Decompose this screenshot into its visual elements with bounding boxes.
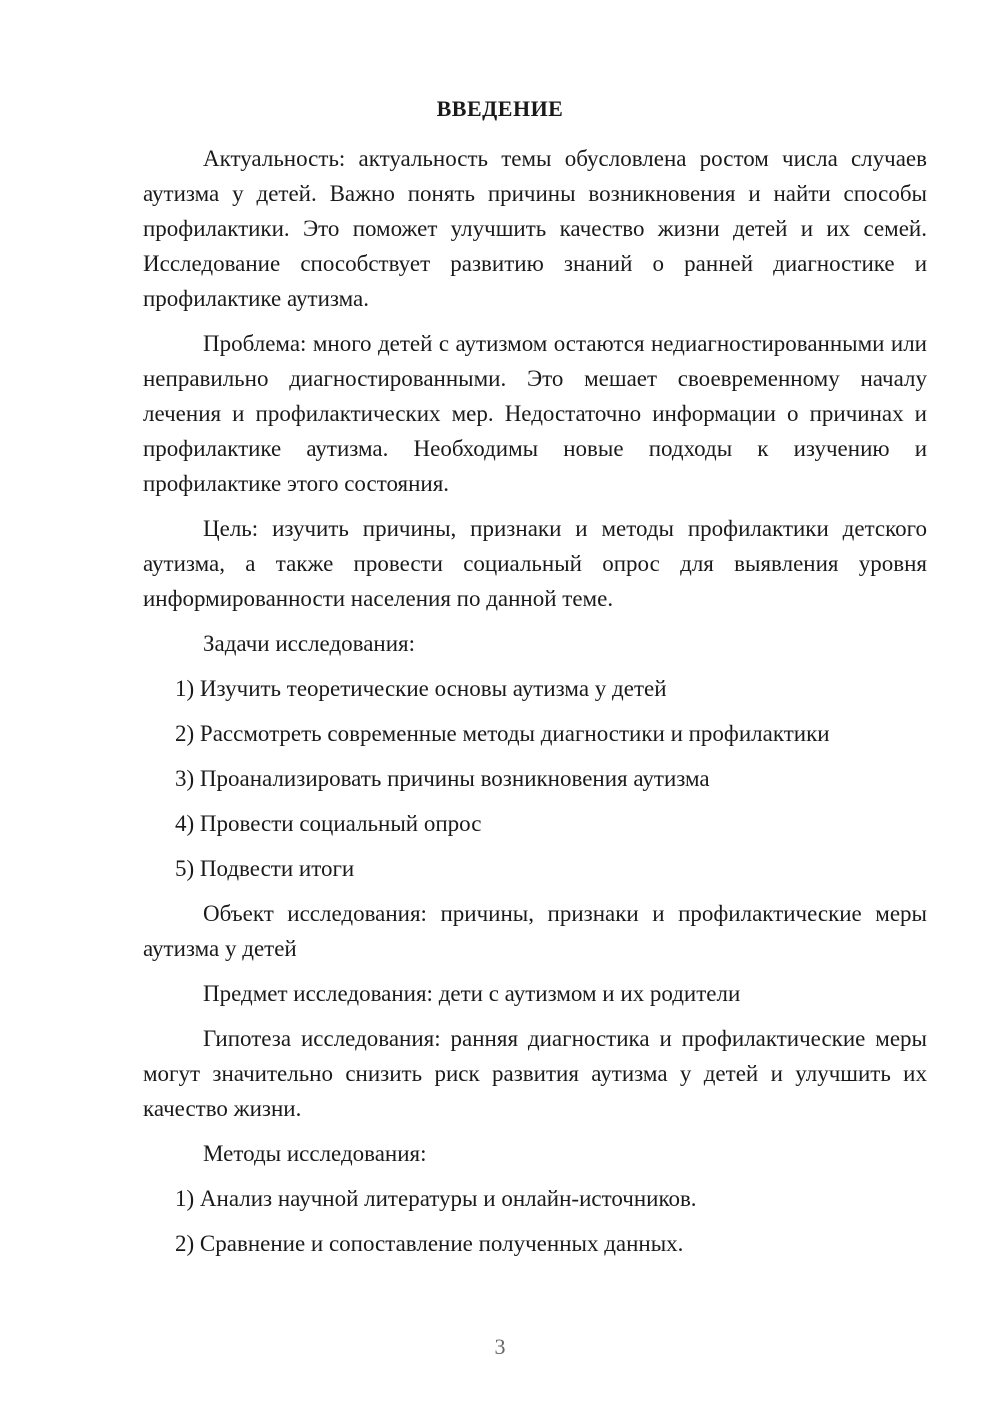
task-item: 4) Провести социальный опрос <box>175 811 482 836</box>
task-item: 2) Рассмотреть современные методы диагностики и профилактики <box>175 721 830 746</box>
subject-paragraph: Предмет исследования: дети с аутизмом и их родители <box>203 981 741 1006</box>
page-number: 3 <box>494 1334 506 1359</box>
task-item: 1) Изучить теоретические основы аутизма у детей <box>175 676 667 701</box>
object-paragraph: Объект исследования: причины, признаки и профилактические меры аутизма у детей <box>143 901 927 961</box>
relevance-paragraph: Актуальность: актуальность темы обусловлена ростом числа случаев аутизма у детей. Важно понять причины возникновения и найти способы профилактики. Это поможет улучшить качество жизни детей и их семей. Исследование способствует развитию знаний о ранней диагностике и профилактике аутизма. <box>143 146 927 311</box>
task-item: 5) Подвести итоги <box>175 856 355 881</box>
hypothesis-paragraph: Гипотеза исследования: ранняя диагностика и профилактические меры могут значительно снизить риск развития аутизма у детей и улучшить их качество жизни. <box>143 1026 927 1121</box>
method-item: 1) Анализ научной литературы и онлайн-источников. <box>175 1186 697 1211</box>
method-item: 2) Сравнение и сопоставление полученных данных. <box>175 1231 684 1256</box>
methods-heading: Методы исследования: <box>203 1141 427 1166</box>
page-title: ВВЕДЕНИЕ <box>436 96 564 121</box>
tasks-heading: Задачи исследования: <box>203 631 416 656</box>
problem-paragraph: Проблема: много детей с аутизмом остаются недиагностированными или неправильно диагностированными. Это мешает своевременному началу лечения и профилактических мер. Недостаточно информации о причинах и профилактике аутизма. Необходимы новые подходы к изучению и профилактике этого состояния. <box>143 331 927 496</box>
task-item: 3) Проанализировать причины возникновения аутизма <box>175 766 710 791</box>
document-body <box>143 141 927 1271</box>
goal-paragraph: Цель: изучить причины, признаки и методы профилактики детского аутизма, а также провести социальный опрос для выявления уровня информированности населения по данной теме. <box>143 516 927 611</box>
